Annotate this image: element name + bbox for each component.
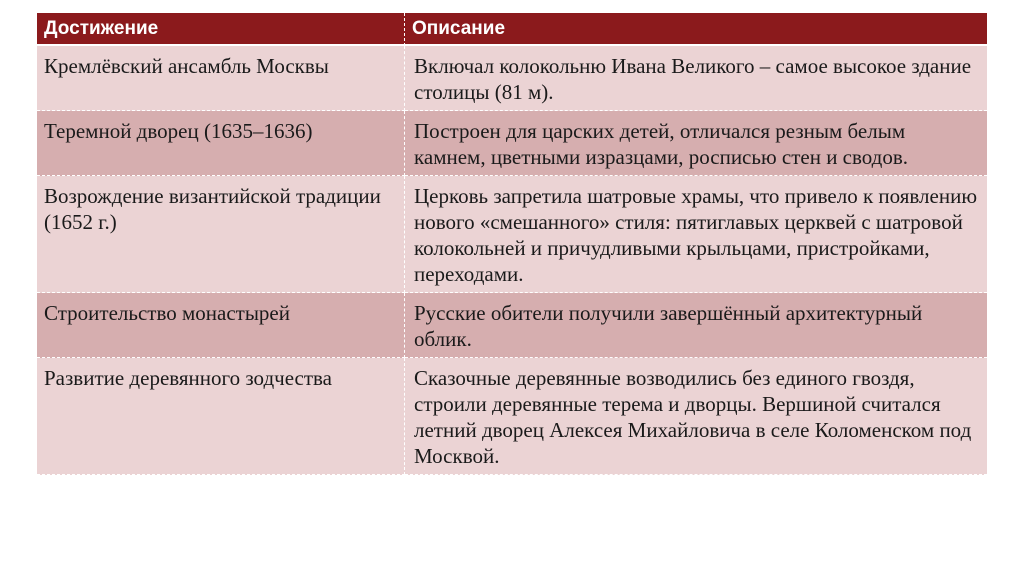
cell-achievement: Кремлёвский ансамбль Москвы (37, 46, 405, 111)
table-row (37, 46, 987, 111)
cell-achievement: Теремной дворец (1635–1636) (37, 111, 405, 176)
cell-description: Русские обители получили завершённый архитектурный облик. (405, 293, 987, 358)
cell-description: Церковь запретила шатровые храмы, что привело к появлению нового «смешанного» стиля: пятиглавых церквей с шатровой колокольней и причудливыми крыльцами, пристройками, переходами. (405, 176, 987, 293)
achievements-table (37, 13, 987, 475)
header-description: Описание (405, 13, 987, 46)
table-header-row (37, 13, 987, 46)
table-row (37, 293, 987, 358)
cell-description: Построен для царских детей, отличался резным белым камнем, цветными изразцами, росписью стен и сводов. (405, 111, 987, 176)
cell-achievement: Возрождение византийской традиции (1652 г.) (37, 176, 405, 293)
table-row (37, 111, 987, 176)
table-row (37, 176, 987, 293)
cell-description: Сказочные деревянные возводились без единого гвоздя, строили деревянные терема и дворцы. Вершиной считался летний дворец Алексея Михайловича в селе Коломенском под Москвой. (405, 358, 987, 475)
header-achievement: Достижение (37, 13, 405, 46)
cell-achievement: Строительство монастырей (37, 293, 405, 358)
cell-achievement: Развитие деревянного зодчества (37, 358, 405, 475)
cell-description: Включал колокольню Ивана Великого – самое высокое здание столицы (81 м). (405, 46, 987, 111)
table-row (37, 358, 987, 475)
